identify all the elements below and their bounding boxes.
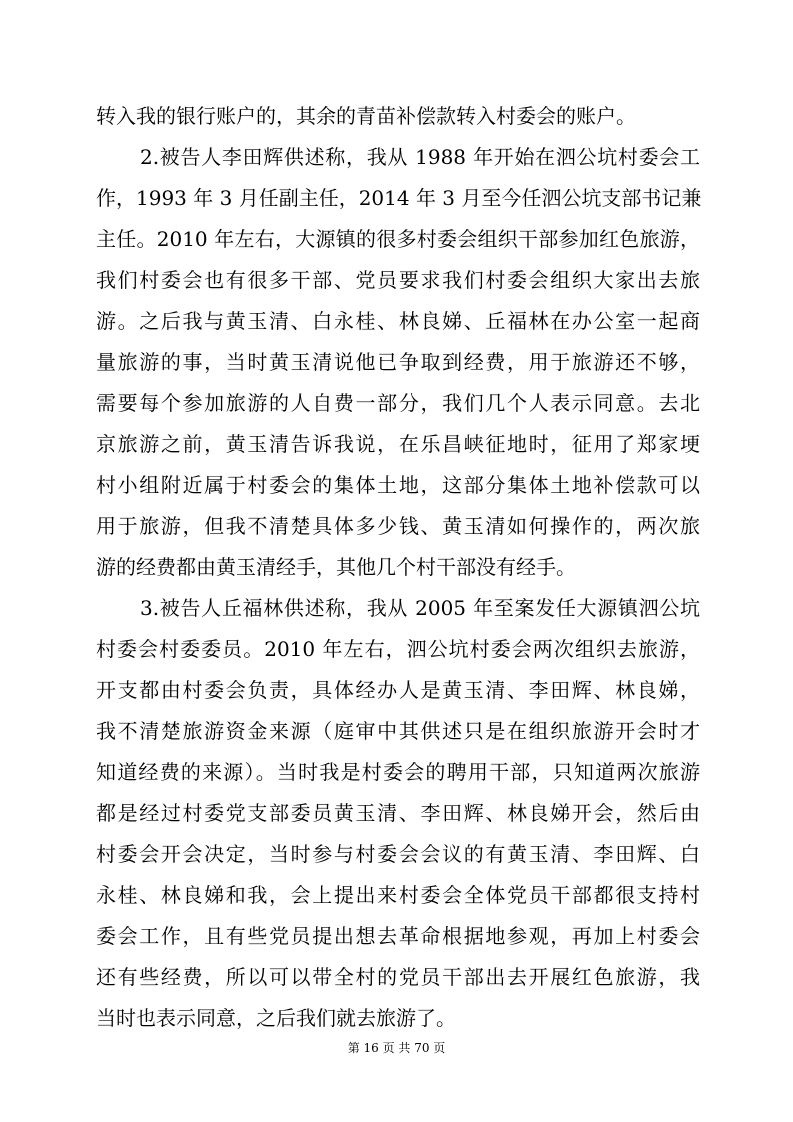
paragraph-line: 我们村委会也有很多干部、党员要求我们村委会组织大家出去旅 (96, 268, 700, 292)
paragraph-line: 当时也表示同意，之后我们就去旅游了。 (96, 1006, 456, 1030)
paragraph-line: 量旅游的事，当时黄玉清说他已争取到经费，用于旅游还不够， (96, 350, 700, 374)
paragraph-line: 都是经过村委党支部委员黄玉清、李田辉、林良娣开会，然后由 (96, 801, 700, 825)
paragraph-line: 知道经费的来源）。当时我是村委会的聘用干部，只知道两次旅游 (96, 760, 700, 784)
paragraph-line: 京旅游之前，黄玉清告诉我说，在乐昌峡征地时，征用了郑家埂 (96, 432, 700, 456)
paragraph-line: 还有些经费，所以可以带全村的党员干部出去开展红色旅游，我 (96, 965, 700, 989)
paragraph-line: 村委会开会决定，当时参与村委会会议的有黄玉清、李田辉、白 (96, 842, 700, 866)
paragraph-line: 2.被告人李田辉供述称，我从 1988 年开始在泗公坑村委会工 (140, 145, 700, 169)
paragraph-line: 村委会村委委员。2010 年左右，泗公坑村委会两次组织去旅游， (96, 637, 700, 661)
paragraph-line: 永桂、林良娣和我，会上提出来村委会全体党员干部都很支持村 (96, 883, 700, 907)
paragraph-line: 开支都由村委会负责，具体经办人是黄玉清、李田辉、林良娣， (96, 678, 700, 702)
paragraph-line: 用于旅游，但我不清楚具体多少钱、黄玉清如何操作的，两次旅 (96, 514, 700, 538)
paragraph-line: 游的经费都由黄玉清经手，其他几个村干部没有经手。 (96, 555, 576, 579)
paragraph-line: 我不清楚旅游资金来源（庭审中其供述只是在组织旅游开会时才 (96, 719, 700, 743)
paragraph-line: 3.被告人丘福林供述称，我从 2005 年至案发任大源镇泗公坑 (140, 596, 700, 620)
paragraph-line: 主任。2010 年左右，大源镇的很多村委会组织干部参加红色旅游， (96, 227, 700, 251)
paragraph-line: 需要每个参加旅游的人自费一部分，我们几个人表示同意。去北 (96, 391, 700, 415)
paragraph-line: 委会工作，且有些党员提出想去革命根据地参观，再加上村委会 (96, 924, 700, 948)
paragraph-line: 游。之后我与黄玉清、白永桂、林良娣、丘福林在办公室一起商 (96, 309, 700, 333)
paragraph-line: 作，1993 年 3 月任副主任，2014 年 3 月至今任泗公坑支部书记兼 (96, 186, 702, 210)
page-number-footer: 第 16 页 共 70 页 (347, 1041, 446, 1055)
paragraph-line: 村小组附近属于村委会的集体土地，这部分集体土地补偿款可以 (96, 473, 700, 497)
paragraph-line: 转入我的银行账户的，其余的青苗补偿款转入村委会的账户。 (96, 104, 636, 128)
